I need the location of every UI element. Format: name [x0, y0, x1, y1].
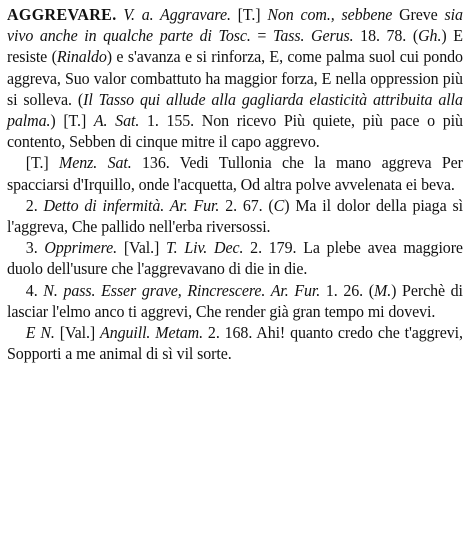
roman-text: 1. 26. (	[320, 280, 374, 300]
roman-text: [Val.]	[117, 238, 167, 258]
roman-text: 2.	[25, 195, 44, 215]
italic-text: Detto di infermità. Ar. Fur.	[43, 195, 220, 215]
roman-text: 1. 155. Non ricevo Più quiete, più pace o più contento, Sebben di cinque mitre il capo aggrevo.	[7, 111, 463, 152]
roman-text: ) e s'avanza e si rinforza, E, come palma suol cui pondo aggreva, Suo valor combattuto ha maggior forza, E nella oppression più si solleva. (	[7, 47, 463, 109]
italic-text: sia vivo anche in qualche parte di Tosc.	[7, 5, 463, 46]
roman-text: ) Perchè di lasciar l'elmo anco ti aggrevi, Che render già gran tempo mi dovevi.	[7, 280, 463, 321]
roman-text: 3.	[25, 238, 45, 258]
italic-text: Opprimere.	[44, 238, 118, 258]
roman-text: 2. 168. Ahi! quanto credo che t'aggrevi, Sopporti a me animal di sì vil sorte.	[7, 323, 463, 364]
roman-text: 2. 67. (	[219, 195, 274, 215]
italic-text: C	[273, 195, 285, 215]
roman-text: ) Ma il dolor della piaga sì l'aggreva, Che pallido nell'erba riversossi.	[7, 195, 463, 237]
italic-text: T. Liv. Dec.	[166, 238, 244, 258]
sense-2-infermita	[7, 195, 463, 237]
italic-text: Non com., sebbene	[267, 5, 393, 24]
italic-text: V. a. Aggravare.	[116, 5, 231, 24]
italic-text: E N.	[25, 323, 55, 343]
citation-menzini	[7, 152, 463, 194]
roman-text: [Val.]	[54, 323, 101, 343]
headword: AGGREVARE.	[7, 5, 117, 24]
italic-text: Anguill. Metam.	[100, 323, 204, 343]
entry-definition	[7, 4, 463, 152]
italic-text: Menz. Sat.	[59, 153, 132, 173]
roman-text: ) E resiste (	[7, 26, 463, 67]
italic-text: Rinaldo	[56, 47, 107, 67]
sense-4-pass	[7, 280, 463, 322]
roman-text: [T.]	[230, 5, 268, 24]
italic-text: Gh.	[418, 26, 442, 46]
italic-text: N. pass. Esser grave, Rincrescere. Ar. Fur.	[43, 280, 321, 300]
roman-text: Greve	[392, 5, 445, 24]
roman-text: [T.]	[25, 153, 60, 173]
roman-text: 18. 78. (	[353, 26, 419, 46]
sense-en	[7, 322, 463, 364]
roman-text: =	[250, 26, 274, 46]
roman-text: 2. 179. La plebe avea maggiore duolo dell'usure che l'aggrevavano di die in die.	[7, 238, 463, 279]
roman-text: 4.	[25, 280, 44, 300]
italic-text: Tass. Gerus.	[273, 26, 354, 46]
italic-text: A. Sat.	[93, 111, 140, 131]
dictionary-entry	[7, 4, 463, 364]
roman-text: 136. Vedi Tullonia che la mano aggreva Per spacciarsi d'Irquillo, onde l'acquetta, Od altra polve avvelenata ei beva.	[7, 153, 463, 194]
italic-text: Il Tasso qui allude alla gagliarda elasticità attribuita alla palma.	[7, 89, 463, 131]
italic-text: M.	[373, 280, 392, 300]
roman-text: ) [T.]	[50, 111, 94, 131]
sense-3-opprimere	[7, 237, 463, 279]
